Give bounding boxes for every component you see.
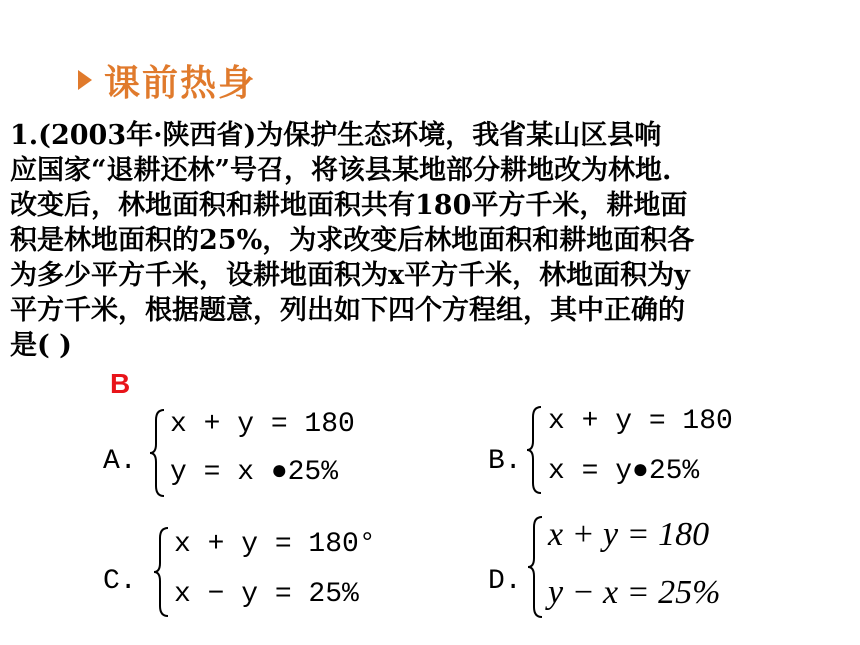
arrow-bullet-icon [78, 70, 92, 90]
brace-icon [152, 526, 172, 618]
option-b-label: B. [488, 446, 522, 477]
option-d-equation-1: x + y = 180 [548, 516, 710, 553]
option-a-equation-1: x + y = 180 [170, 409, 355, 440]
question-line: 改变后，林地面积和耕地面积共有180平方千米，耕地面 [10, 190, 688, 221]
option-b-equation-1: x + y = 180 [548, 406, 733, 437]
question-line: 是( ) [10, 330, 72, 361]
brace-icon [525, 405, 545, 495]
option-b-equation-2: x = y●25% [548, 456, 700, 487]
question-line: 平方千米，根据题意，列出如下四个方程组，其中正确的 [10, 295, 685, 326]
question-text [10, 118, 856, 363]
option-a-equation-2: y = x ●25% [170, 457, 339, 488]
brace-icon [526, 515, 546, 619]
option-c-label: C. [103, 566, 137, 597]
option-d-equation-2: y − x = 25% [548, 574, 721, 611]
question-line: 积是林地面积的25%，为求改变后林地面积和耕地面积各 [10, 225, 695, 256]
answer-mark: B [110, 368, 131, 399]
question-line: 为多少平方千米，设耕地面积为x平方千米，林地面积为y [10, 260, 690, 291]
section-title: 课前热身 [104, 62, 257, 104]
option-a-label: A. [103, 446, 137, 477]
brace-icon [148, 408, 168, 498]
option-d-label: D. [488, 566, 522, 597]
question-line: 1.(2003年·陕西省)为保护生态环境，我省某山区县响 [10, 120, 662, 151]
question-line: 应国家“退耕还林”号召，将该县某地部分耕地改为林地. [10, 155, 672, 186]
section-heading [78, 58, 256, 102]
option-c-equation-2: x − y = 25% [174, 579, 359, 610]
option-c-equation-1: x + y = 180° [174, 529, 376, 560]
